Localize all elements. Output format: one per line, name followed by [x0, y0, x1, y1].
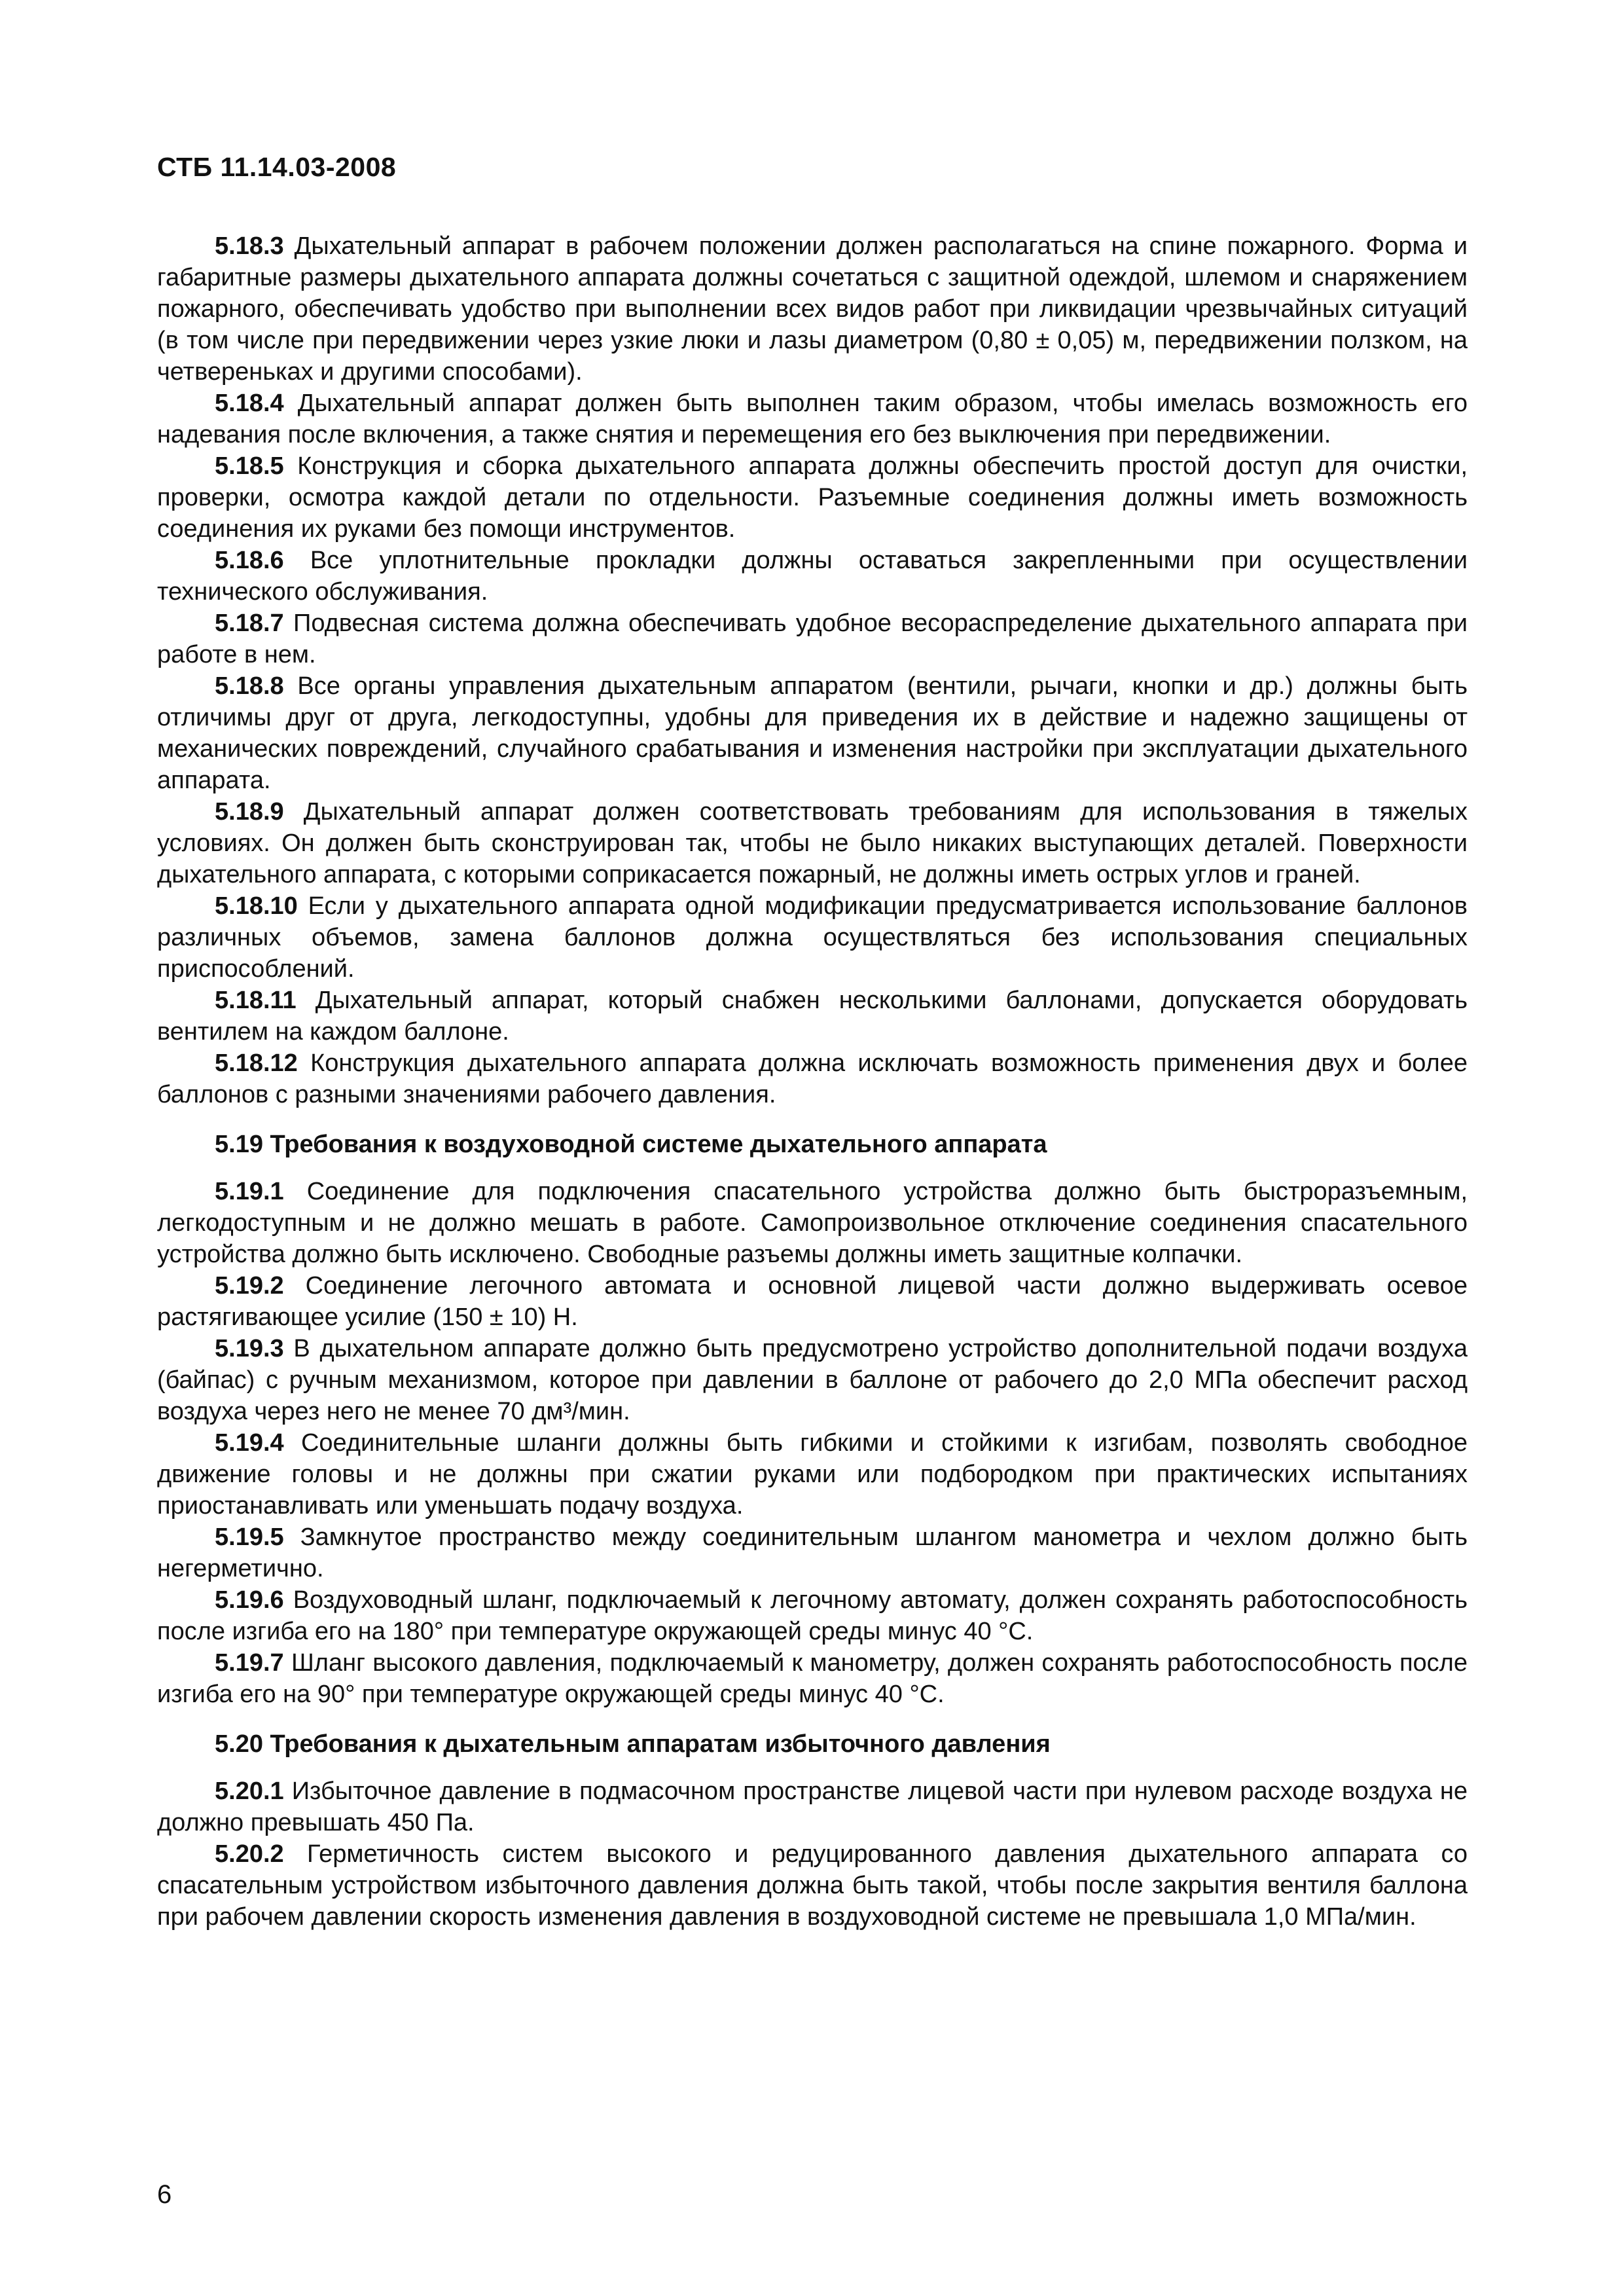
clause-text: Конструкция дыхательного аппарата должна исключать возможность применения двух и более баллонов с разными значениями рабочего давления. — [157, 1049, 1468, 1108]
clause-paragraph — [157, 1048, 1468, 1110]
clause-paragraph — [157, 1270, 1468, 1333]
clause-text: Замкнутое пространство между соединительным шлангом манометра и чехлом должно быть негерметично. — [157, 1523, 1468, 1582]
clause-paragraph — [157, 450, 1468, 545]
clause-paragraph — [157, 1176, 1468, 1270]
clause-text: Соединение легочного автомата и основной лицевой части должно выдерживать осевое растягивающее усилие (150 ± 10) Н. — [157, 1272, 1468, 1331]
clause-paragraph — [157, 608, 1468, 670]
clause-paragraph — [157, 1776, 1468, 1838]
clause-number: 5.19.5 — [215, 1523, 284, 1551]
clause-text: В дыхательном аппарате должно быть предусмотрено устройство дополнительной подачи воздуха (байпас) с ручным механизмом, которое при давлении в баллоне от рабочего до 2,0 МПа обеспечит расход воздуха через него не менее 70 дм³/мин. — [157, 1335, 1468, 1425]
document-body — [157, 230, 1468, 1933]
clause-number: 5.18.10 — [215, 892, 298, 920]
clause-paragraph — [157, 1333, 1468, 1427]
clause-number: 5.19.4 — [215, 1429, 284, 1457]
clause-paragraph — [157, 1584, 1468, 1647]
page-number: 6 — [157, 2180, 172, 2209]
document-code: СТБ 11.14.03-2008 — [157, 152, 397, 182]
section-heading: 5.19 Требования к воздуховодной системе дыхательного аппарата — [215, 1131, 1047, 1158]
section-heading: 5.20 Требования к дыхательным аппаратам избыточного давления — [215, 1730, 1051, 1758]
clause-paragraph — [157, 670, 1468, 796]
clause-number: 5.18.6 — [215, 547, 284, 574]
clause-text: Соединение для подключения спасательного устройства должно быть быстроразъемным, легкодоступным и не должно мешать в работе. Самопроизвольное отключение соединения спасательного устройства должно быть исключено. Свободные разъемы должны иметь защитные колпачки. — [157, 1178, 1468, 1268]
clause-paragraph — [157, 1838, 1468, 1933]
clause-number: 5.18.11 — [215, 987, 297, 1014]
clause-number: 5.19.1 — [215, 1178, 284, 1205]
clause-text: Дыхательный аппарат должен соответствовать требованиям для использования в тяжелых условиях. Он должен быть сконструирован так, чтобы не было никаких выступающих деталей. Поверхности дыхательного аппарата, с которыми соприкасается пожарный, не должны иметь острых углов и граней. — [157, 798, 1468, 888]
clause-number: 5.18.3 — [215, 232, 284, 260]
clause-number: 5.19.6 — [215, 1586, 284, 1614]
clause-text: Все органы управления дыхательным аппаратом (вентили, рычаги, кнопки и др.) должны быть отличимы друг от друга, легкодоступны, удобны для приведения их в действие и надежно защищены от механических повреждений, случайного срабатывания и изменения настройки при эксплуатации дыхательного аппарата. — [157, 672, 1468, 794]
clause-text: Дыхательный аппарат в рабочем положении должен располагаться на спине пожарного. Форма и габаритные размеры дыхательного аппарата должны сочетаться с защитной одеждой, шлемом и снаряжением пожарного, обеспечивать удобство при выполнении всех видов работ при ликвидации чрезвычайных ситуаций (в том числе при передвижении через узкие люки и лазы диаметром (0,80 ± 0,05) м, передвижении ползком, на четвереньках и другими способами). — [157, 232, 1468, 386]
clause-number: 5.18.9 — [215, 798, 284, 826]
clause-number: 5.18.7 — [215, 610, 284, 637]
clause-text: Подвесная система должна обеспечивать удобное весораспределение дыхательного аппарата при работе в нем. — [157, 610, 1468, 668]
clause-paragraph — [157, 796, 1468, 890]
clause-number: 5.18.12 — [215, 1049, 298, 1077]
clause-text: Избыточное давление в подмасочном пространстве лицевой части при нулевом расходе воздуха не должно превышать 450 Па. — [157, 1777, 1468, 1836]
clause-paragraph — [157, 985, 1468, 1048]
clause-text: Воздуховодный шланг, подключаемый к легочному автомату, должен сохранять работоспособность после изгиба его на 180° при температуре окружающей среды минус 40 °С. — [157, 1586, 1468, 1645]
clause-paragraph — [157, 1522, 1468, 1584]
clause-text: Шланг высокого давления, подключаемый к манометру, должен сохранять работоспособность после изгиба его на 90° при температуре окружающей среды минус 40 °С. — [157, 1649, 1468, 1708]
clause-text: Дыхательный аппарат, который снабжен несколькими баллонами, допускается оборудовать вентилем на каждом баллоне. — [157, 987, 1468, 1046]
clause-paragraph — [157, 1427, 1468, 1522]
clause-number: 5.19.3 — [215, 1335, 284, 1362]
clause-text: Все уплотнительные прокладки должны оставаться закрепленными при осуществлении технического обслуживания. — [157, 547, 1468, 606]
clause-text: Если у дыхательного аппарата одной модификации предусматривается использование баллонов различных объемов, замена баллонов должна осуществляться без использования специальных приспособлений. — [157, 892, 1468, 983]
clause-number: 5.18.8 — [215, 672, 284, 700]
clause-number: 5.19.7 — [215, 1649, 284, 1677]
clause-text: Конструкция и сборка дыхательного аппарата должны обеспечить простой доступ для очистки, проверки, осмотра каждой детали по отдельности. Разъемные соединения должны иметь возможность соединения их руками без помощи инструментов. — [157, 452, 1468, 543]
clause-text: Соединительные шланги должны быть гибкими и стойкими к изгибам, позволять свободное движение головы и не должны при сжатии руками или подбородком при практических испытаниях приостанавливать или уменьшать подачу воздуха. — [157, 1429, 1468, 1520]
clause-number: 5.18.4 — [215, 390, 284, 417]
clause-paragraph — [157, 388, 1468, 450]
clause-text: Герметичность систем высокого и редуцированного давления дыхательного аппарата со спасательным устройством избыточного давления должна быть такой, чтобы после закрытия вентиля баллона при рабочем давлении скорость изменения давления в воздуховодной системе не превышала 1,0 МПа/мин. — [157, 1840, 1468, 1931]
clause-paragraph — [157, 1647, 1468, 1710]
clause-number: 5.19.2 — [215, 1272, 284, 1300]
clause-number: 5.18.5 — [215, 452, 284, 480]
clause-number: 5.20.1 — [215, 1777, 284, 1805]
clause-paragraph — [157, 890, 1468, 985]
clause-paragraph — [157, 230, 1468, 388]
clause-paragraph — [157, 545, 1468, 608]
clause-number: 5.20.2 — [215, 1840, 284, 1868]
clause-text: Дыхательный аппарат должен быть выполнен таким образом, чтобы имелась возможность его надевания после включения, а также снятия и перемещения его без выключения при передвижении. — [157, 390, 1468, 448]
